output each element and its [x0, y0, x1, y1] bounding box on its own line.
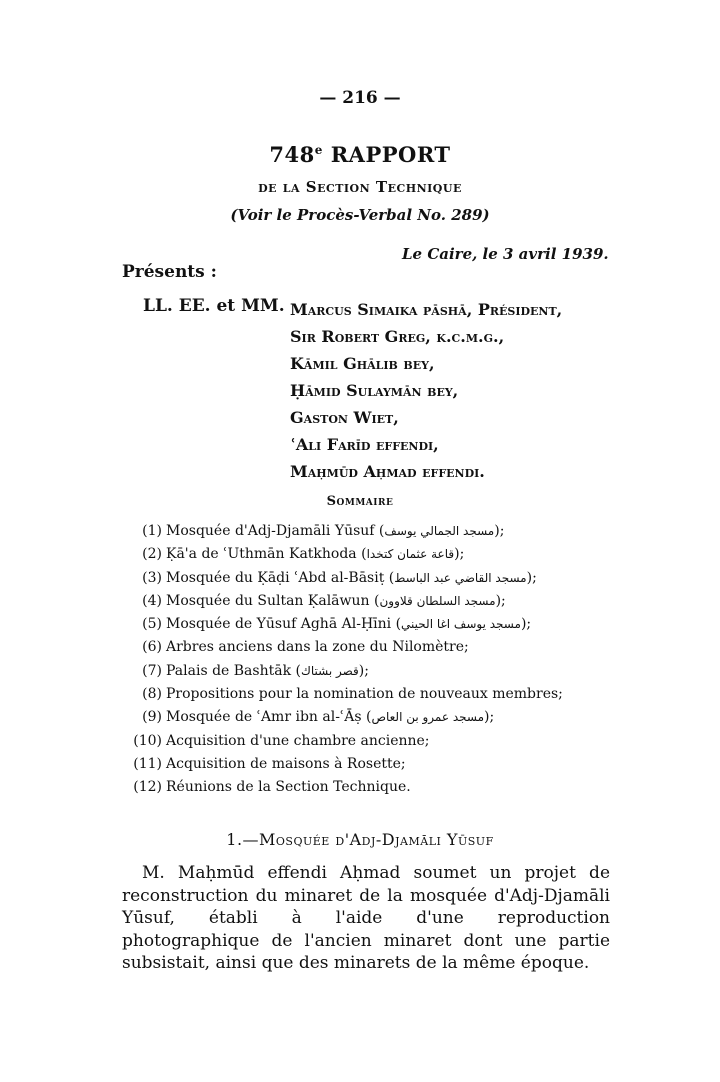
summary-item-number: (2) [142, 546, 162, 563]
summary-item-arabic: قصر بشتاك [301, 663, 359, 678]
page-number: — 216 — [319, 88, 401, 108]
summary-item-text: Mosquée du Sultan Ḳalāwun [166, 592, 370, 609]
summary-list [128, 520, 563, 800]
summary-item-arabic: مسجد الجمالي يوسف [384, 524, 495, 538]
section-1-paragraph [122, 862, 610, 975]
member-name: Maḥmūd Aḥmad effendi. [290, 462, 485, 481]
summary-item-text: Palais de Bashtāk [166, 662, 292, 679]
summary-item-arabic: قاعة عثمان كتخدا [366, 547, 455, 562]
summary-item-arabic: مسجد عمرو بن العاص [371, 710, 485, 725]
summary-item-end: ; [499, 523, 505, 539]
report-number: 748 [269, 142, 315, 167]
summary-item-end: ; [532, 569, 537, 586]
report-title [0, 142, 720, 167]
summary-item-number: (3) [142, 569, 162, 586]
summary-item [128, 636, 563, 659]
member-name: Sir Robert Greg, k.c.m.g., [290, 327, 505, 346]
summary-item: (1) Mosquée d'Adj-Djamāli Yūsuf (مسجد الجمالي يوسف); [128, 520, 563, 543]
summary-item-text: Mosquée de Yūsuf Aghā Al-Ḥīni [166, 616, 392, 633]
summary-item-number: (11) [133, 755, 162, 772]
summary-title: Sommaire [326, 494, 394, 509]
summary-item-text: Mosquée de ʿAmr ibn al-ʿĀṣ [166, 709, 362, 726]
summary-item [128, 730, 563, 753]
section-1-paragraph-text: M. Maḥmūd effendi Aḥmad soumet un projet de reconstruction du minaret de la mosquée d'Adj-Djamāli Yūsuf, établi à l'aide d'une reproduction photographique de l'ancien minaret dont une partie subsistait, ainsi que des minarets de la même époque. [122, 863, 610, 974]
summary-item: (3) Mosquée du Ḳāḍi ʿAbd al-Bāsiṭ (مسجد القاضي عبد الباسط); [128, 567, 563, 590]
summary-item-arabic: مسجد السلطان قلاوون [379, 593, 496, 608]
members-list [290, 296, 562, 485]
summary-item-end: ; [459, 546, 465, 563]
summary-item: (5) Mosquée de Yūsuf Aghā Al-Ḥīni (مسجد يوسف اغا الحيني); [128, 613, 563, 636]
member-name: Gaston Wiet, [290, 408, 399, 427]
summary-item-text: Ḳā'a de ʿUthmān Katkhoda [166, 546, 357, 563]
member-name: Kāmil Ghālib bey, [290, 354, 435, 373]
attendees-prefix: LL. EE. et MM. [143, 296, 285, 316]
summary-item-text: Réunions de la Section Technique. [166, 779, 411, 796]
summary-item: (9) Mosquée de ʿAmr ibn al-ʿĀṣ (مسجد عمرو بن العاص); [128, 706, 563, 729]
summary-item [128, 683, 563, 706]
summary-item-text: Propositions pour la nomination de nouveaux membres; [166, 686, 563, 703]
summary-item-arabic: مسجد يوسف اغا الحيني [401, 617, 521, 632]
summary-item-text: Mosquée d'Adj-Djamāli Yūsuf [166, 523, 375, 539]
summary-item-arabic: مسجد القاضي عبد الباسط [394, 570, 527, 585]
summary-item: (2) Ḳā'a de ʿUthmān Katkhoda (قاعة عثمان كتخدا); [128, 543, 563, 566]
summary-item-number: (8) [142, 686, 162, 703]
member-name: Marcus Simaika pāshā, Président, [290, 300, 563, 319]
presents-label: Présents : [122, 262, 217, 282]
report-number-suffix: e [314, 143, 323, 157]
member-name: Ḥāmid Sulaymān bey, [290, 381, 459, 400]
member-name: ʿAli Farīd effendi, [290, 435, 439, 454]
summary-item-text: Mosquée du Ḳāḍi ʿAbd al-Bāsiṭ [166, 569, 385, 586]
summary-item-end: ; [364, 662, 369, 679]
summary-item-end: ; [489, 709, 495, 726]
summary-item-text: Acquisition d'une chambre ancienne; [166, 732, 430, 749]
summary-item: (4) Mosquée du Sultan Ḳalāwun (مسجد السلطان قلاوون); [128, 590, 563, 613]
summary-item [128, 776, 563, 799]
place-and-date: Le Caire, le 3 avril 1939. [402, 245, 609, 263]
summary-item-number: (10) [133, 732, 162, 749]
summary-item: (7) Palais de Bashtāk (قصر بشتاك); [128, 660, 563, 683]
summary-item-number: (1) [142, 523, 162, 539]
summary-item [128, 753, 563, 776]
summary-item-number: (6) [142, 639, 162, 656]
section-subtitle: de la Section Technique [258, 178, 462, 196]
report-word: RAPPORT [330, 142, 451, 167]
summary-item-text: Acquisition de maisons à Rosette; [166, 755, 406, 772]
section-1-heading: 1.—Mosquée d'Adj-Djamāli Yūsuf [226, 830, 494, 849]
summary-item-end: ; [501, 592, 506, 609]
summary-item-text: Arbres anciens dans la zone du Nilomètre; [166, 639, 469, 656]
summary-item-end: ; [526, 616, 532, 633]
summary-item-number: (4) [142, 592, 162, 609]
summary-item-number: (7) [142, 662, 162, 679]
summary-item-number: (9) [142, 709, 162, 726]
proces-verbal-reference: (Voir le Procès-Verbal No. 289) [230, 206, 490, 224]
summary-item-number: (5) [142, 616, 162, 633]
summary-item-number: (12) [133, 779, 162, 796]
